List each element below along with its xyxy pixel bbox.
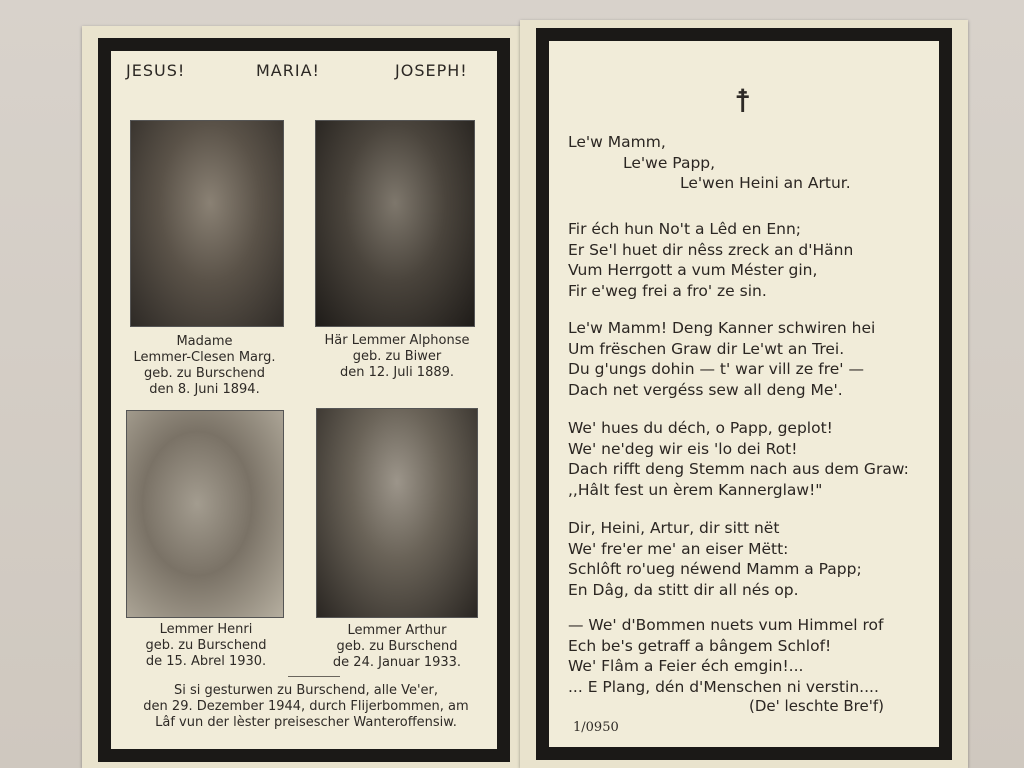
poem-line: Dach net vergéss sew all deng Me'.	[568, 380, 843, 399]
caption-line: Lemmer Arthur	[347, 623, 447, 638]
poem-line: Fir éch hun No't a Lêd en Enn;	[568, 220, 801, 238]
caption-line: den 8. Juni 1894.	[149, 382, 260, 397]
caption-line: geb. zu Burschend	[336, 639, 458, 654]
note-line: Si si gesturwen zu Burschend, alle Ve'er,	[173, 683, 439, 698]
poem-line: Ech be's getraff a bângem Schlof!	[568, 636, 832, 655]
death-note	[126, 683, 486, 731]
address-block	[568, 132, 851, 194]
cross-icon: ☨	[734, 82, 752, 120]
portrait-alphonse	[315, 120, 475, 327]
print-reference: 1/0950	[573, 720, 619, 735]
header-joseph: JOSEPH!	[395, 61, 468, 80]
poem-line: We' ne'deg wir eis 'lo dei Rot!	[568, 439, 798, 458]
poem-line: Er Se'l huet dir nêss zreck an d'Hänn	[568, 240, 854, 259]
caption-madame	[112, 334, 297, 398]
caption-line: Madame	[176, 334, 233, 349]
stanza-1	[568, 219, 853, 301]
caption-line: geb. zu Burschend	[145, 638, 267, 653]
stanza-2	[568, 318, 875, 400]
portrait-arthur	[316, 408, 478, 618]
poem-line: Schlôft ro'ueg néwend Mamm a Papp;	[568, 560, 862, 578]
poem-line: Vum Herrgott a vum Méster gin,	[568, 261, 818, 279]
poem-line: Le'w Mamm! Deng Kanner schwiren hei	[568, 319, 876, 337]
caption-henri	[112, 622, 300, 670]
caption-arthur	[300, 623, 494, 671]
caption-line: geb. zu Burschend	[143, 366, 266, 381]
poem-line: ,,Hâlt fest un èrem Kannerglaw!"	[568, 480, 823, 499]
stanza-4	[568, 518, 862, 600]
caption-line: Här Lemmer Alphonse	[324, 333, 470, 348]
address-line: Le'we Papp,	[623, 153, 716, 172]
poem-line: We' Flâm a Feier éch emgin!...	[568, 657, 804, 675]
portrait-madame	[130, 120, 284, 327]
poem-line: ... E Plang, dén d'Menschen ni verstin....	[568, 677, 879, 696]
stanza-3	[568, 418, 909, 500]
caption-alphonse	[302, 333, 492, 381]
note-line: Lâf vun der lèster preisescher Wanteroffensiw.	[155, 715, 457, 730]
caption-line: den 12. Juli 1889.	[339, 365, 455, 380]
poem-line: Dach rifft deng Stemm nach aus dem Graw:	[568, 460, 909, 478]
poem-line: We' hues du déch, o Papp, geplot!	[568, 419, 833, 437]
caption-line: de 15. Abrel 1930.	[145, 654, 267, 669]
address-line: Le'wen Heini an Artur.	[680, 174, 851, 192]
address-line: Le'w Mamm,	[568, 133, 666, 151]
note-line: den 29. Dezember 1944, durch Flijerbommen, am	[143, 699, 469, 714]
poem-line: Dir, Heini, Artur, dir sitt nët	[568, 519, 780, 537]
divider	[288, 676, 340, 677]
poem-line: Um frëschen Graw dir Le'wt an Trei.	[568, 339, 845, 358]
portrait-henri	[126, 410, 284, 618]
poem-line: Du g'ungs dohin — t' war vill ze fre' —	[568, 360, 864, 378]
header-jesus: JESUS!	[126, 61, 186, 80]
caption-line: Lemmer-Clesen Marg.	[133, 350, 276, 365]
stanza-5	[568, 615, 883, 697]
signature: (De' leschte Bre'f)	[749, 697, 884, 715]
poem-line: En Dâg, da stitt dir all nés op.	[568, 580, 799, 599]
poem-line: Fir e'weg frei a fro' ze sin.	[568, 281, 767, 300]
poem-line: — We' d'Bommen nuets vum Himmel rof	[568, 616, 884, 634]
caption-line: geb. zu Biwer	[352, 349, 442, 364]
caption-line: Lemmer Henri	[159, 622, 253, 637]
poem-line: We' fre'er me' an eiser Mëtt:	[568, 539, 789, 558]
caption-line: de 24. Januar 1933.	[332, 655, 462, 670]
header-maria: MARIA!	[256, 61, 320, 80]
